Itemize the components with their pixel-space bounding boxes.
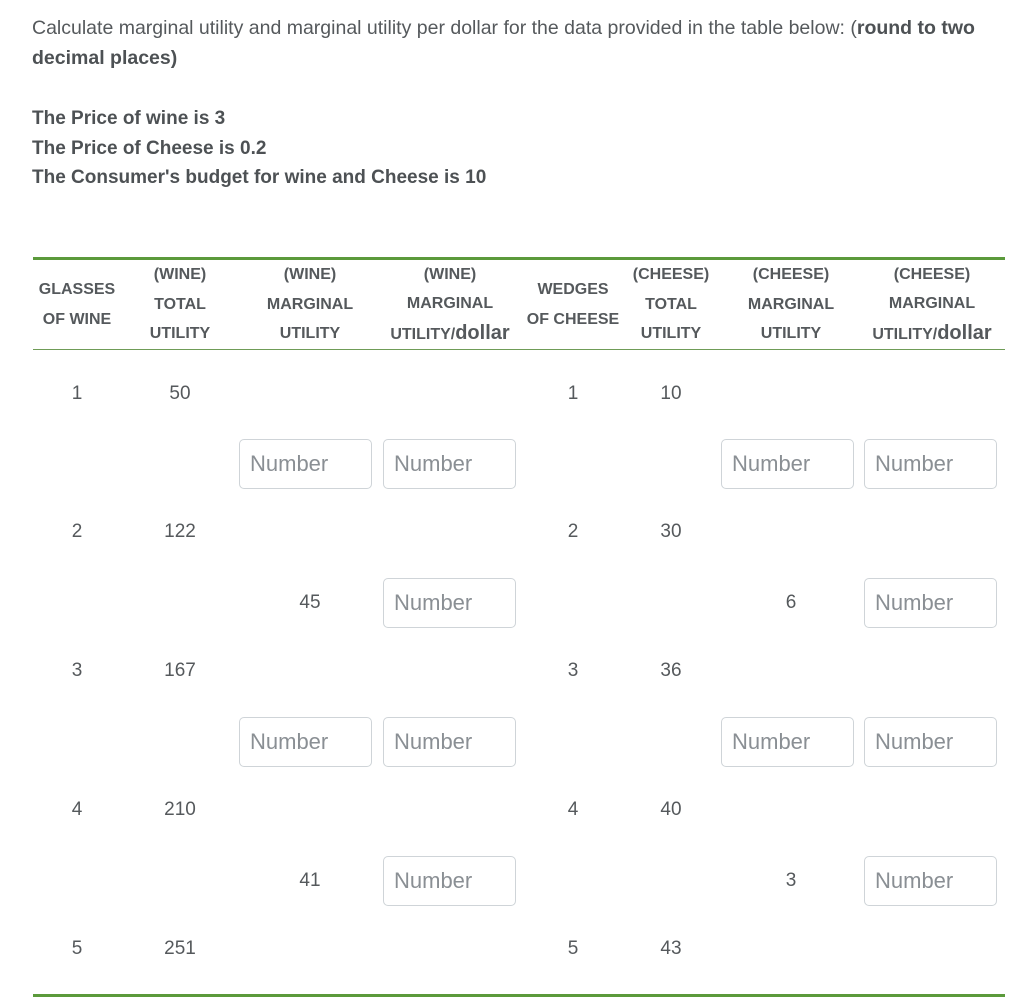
header-text: (CHEESE) — [893, 265, 971, 283]
instructions — [32, 14, 992, 73]
wedges-of-cheese-cell: 3 — [567, 660, 579, 681]
header-wine-marginal-utility-per-dollar — [380, 260, 520, 349]
wine-marginal-utility-value: 41 — [299, 870, 321, 891]
header-line — [280, 319, 340, 349]
header-line — [633, 260, 709, 290]
header-line — [267, 290, 353, 320]
header-line — [407, 289, 493, 319]
cheese-total-utility-cell: 43 — [660, 938, 682, 959]
wine-marginal-utility-per-dollar-input[interactable] — [383, 856, 516, 906]
header-text: (WINE) — [423, 265, 477, 283]
header-dollar-text: dollar — [455, 321, 510, 344]
wedges-of-cheese-cell: 4 — [567, 799, 579, 820]
header-text: (WINE) — [283, 266, 337, 284]
wedges-of-cheese-cell: 1 — [567, 383, 579, 404]
header-line — [424, 260, 476, 290]
cheese-marginal-utility-input[interactable] — [721, 439, 854, 489]
header-text: UTILITY — [149, 325, 211, 343]
header-text: MARGINAL — [747, 295, 835, 313]
cheese-marginal-utility-input[interactable] — [721, 717, 854, 767]
header-line — [894, 260, 970, 290]
header-line — [43, 305, 111, 335]
wine-total-utility-cell: 50 — [169, 383, 191, 404]
header-wine-total-utility — [140, 260, 220, 349]
header-line — [645, 290, 697, 320]
header-text: (CHEESE) — [752, 266, 830, 284]
header-text: UTILITY/ — [872, 325, 938, 343]
header-wine-marginal-utility — [255, 260, 365, 349]
header-text: OF WINE — [42, 310, 112, 328]
wine-total-utility-cell: 122 — [164, 521, 196, 542]
wine-total-utility-cell: 251 — [164, 938, 196, 959]
header-cheese-marginal-utility-per-dollar — [862, 260, 1002, 349]
glasses-of-wine-cell: 4 — [71, 799, 83, 820]
cheese-total-utility-cell: 40 — [660, 799, 682, 820]
header-line — [284, 260, 336, 290]
cheese-marginal-utility-value: 6 — [785, 592, 797, 613]
glasses-of-wine-cell: 5 — [71, 938, 83, 959]
header-text: UTILITY — [640, 325, 702, 343]
wine-marginal-utility-per-dollar-input[interactable] — [383, 578, 516, 628]
header-line — [39, 275, 115, 305]
header-line — [154, 260, 206, 290]
header-text: UTILITY — [760, 325, 822, 343]
instructions-bold: round to two decimal places) — [32, 17, 975, 69]
header-line — [753, 260, 829, 290]
header-text: OF CHEESE — [526, 310, 620, 328]
header-text: MARGINAL — [888, 295, 976, 313]
wine-price: The Price of wine is 3 — [32, 108, 226, 129]
cheese-marginal-utility-value: 3 — [785, 870, 797, 891]
wine-total-utility-cell: 167 — [164, 660, 196, 681]
header-wedges-of-cheese — [518, 260, 628, 349]
glasses-of-wine-cell: 3 — [71, 660, 83, 681]
wedges-of-cheese-cell: 5 — [567, 938, 579, 959]
header-cheese-marginal-utility — [736, 260, 846, 349]
instructions-text: Calculate marginal utility and marginal utility per dollar for the data provided in the table below: ( — [32, 17, 857, 39]
cheese-marginal-utility-per-dollar-input[interactable] — [864, 717, 997, 767]
header-cheese-total-utility — [621, 260, 721, 349]
cheese-price: The Price of Cheese is 0.2 — [32, 137, 267, 159]
header-text: WEDGES — [537, 281, 609, 298]
header-text: TOTAL — [645, 295, 697, 313]
header-text: UTILITY — [279, 325, 341, 343]
wine-total-utility-cell: 210 — [164, 799, 196, 820]
header-glasses-of-wine — [29, 260, 125, 349]
header-line — [150, 319, 210, 349]
header-text: MARGINAL — [406, 295, 494, 313]
wine-marginal-utility-input[interactable] — [239, 439, 372, 489]
cheese-total-utility-cell: 36 — [660, 660, 682, 681]
wine-marginal-utility-per-dollar-input[interactable] — [383, 717, 516, 767]
glasses-of-wine-cell: 1 — [71, 383, 83, 404]
wedges-of-cheese-cell: 2 — [567, 521, 579, 542]
header-text: (WINE) — [153, 266, 207, 284]
cheese-marginal-utility-per-dollar-input[interactable] — [864, 578, 997, 628]
cheese-marginal-utility-per-dollar-input[interactable] — [864, 856, 997, 906]
header-line — [872, 319, 991, 350]
glasses-of-wine-cell: 2 — [71, 521, 83, 542]
cheese-total-utility-cell: 10 — [660, 383, 682, 404]
given-values — [32, 104, 486, 193]
consumer-budget: The Consumer's budget for wine and Cheese is 10 — [32, 167, 487, 188]
cheese-marginal-utility-per-dollar-input[interactable] — [864, 439, 997, 489]
header-line — [154, 290, 206, 320]
table-header-rule — [33, 349, 1005, 350]
wine-marginal-utility-per-dollar-input[interactable] — [383, 439, 516, 489]
header-dollar-text: dollar — [937, 321, 992, 344]
header-text: GLASSES — [38, 281, 116, 298]
header-text: MARGINAL — [266, 295, 354, 313]
header-line — [889, 289, 975, 319]
header-text: UTILITY/ — [390, 325, 456, 343]
wine-marginal-utility-input[interactable] — [239, 717, 372, 767]
header-line — [761, 319, 821, 349]
cheese-total-utility-cell: 30 — [660, 521, 682, 542]
header-line — [748, 290, 834, 320]
header-line — [390, 319, 509, 350]
header-line — [537, 275, 608, 305]
header-line — [527, 305, 619, 335]
header-line — [641, 319, 701, 349]
header-text: TOTAL — [154, 295, 206, 313]
header-text: (CHEESE) — [632, 266, 710, 284]
wine-marginal-utility-value: 45 — [299, 592, 321, 613]
